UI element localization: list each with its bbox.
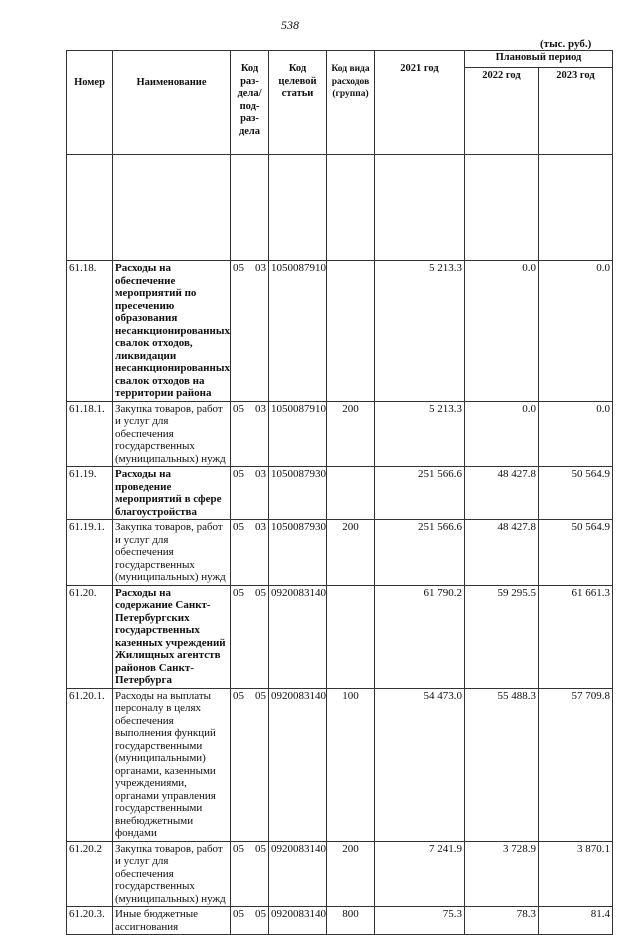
units-label: (тыс. руб.) bbox=[540, 38, 592, 50]
row-expense-type bbox=[327, 585, 375, 688]
row-expense-type: 200 bbox=[327, 520, 375, 586]
row-2022: 59 295.5 bbox=[465, 585, 539, 688]
row-section bbox=[231, 520, 269, 586]
row-target: 0920083140 bbox=[269, 688, 327, 841]
row-number: 61.18.1. bbox=[67, 401, 113, 467]
row-razdel: 05 bbox=[233, 262, 244, 274]
row-section bbox=[231, 907, 269, 935]
row-podrazdel: 03 bbox=[255, 468, 266, 480]
spacer-row bbox=[67, 155, 613, 261]
row-razdel: 05 bbox=[233, 908, 244, 920]
row-name: Закупка товаров, работ и услуг для обеспечения государственных (муниципальных) нужд bbox=[113, 520, 231, 586]
row-number: 61.19.1. bbox=[67, 520, 113, 586]
row-name: Расходы на выплаты персоналу в целях обеспечения выполнения функций государственными (муниципальными) органами, казенными учреждениями, органами управления государственными внебюджетными фондами bbox=[113, 688, 231, 841]
row-2021: 75.3 bbox=[375, 907, 465, 935]
row-2022: 78.3 bbox=[465, 907, 539, 935]
header-expense-type: Код вида расходов (группа) bbox=[327, 51, 375, 155]
row-expense-type: 200 bbox=[327, 401, 375, 467]
row-podrazdel: 05 bbox=[255, 842, 266, 855]
budget-table bbox=[66, 50, 613, 935]
header-2023: 2023 год bbox=[539, 68, 613, 155]
row-section bbox=[231, 688, 269, 841]
row-2022: 48 427.8 bbox=[465, 520, 539, 586]
header-2021: 2021 год bbox=[375, 51, 465, 155]
row-podrazdel: 05 bbox=[255, 689, 266, 702]
row-razdel: 05 bbox=[233, 402, 244, 415]
table-row bbox=[67, 467, 613, 520]
row-target: 1050087930 bbox=[269, 520, 327, 586]
row-podrazdel: 03 bbox=[255, 521, 266, 533]
row-section bbox=[231, 401, 269, 467]
table-row bbox=[67, 585, 613, 688]
row-target: 0920083140 bbox=[269, 841, 327, 907]
header-planned-period: Плановый период bbox=[465, 51, 613, 68]
row-razdel: 05 bbox=[233, 842, 244, 855]
row-2022: 0.0 bbox=[465, 261, 539, 402]
row-podrazdel: 03 bbox=[255, 402, 266, 415]
row-podrazdel: 05 bbox=[255, 908, 266, 920]
header-section: Код раз-дела/ под-раз-дела bbox=[231, 51, 269, 155]
table-row bbox=[67, 907, 613, 935]
header-name: Наименование bbox=[113, 51, 231, 155]
row-section bbox=[231, 261, 269, 402]
row-2023: 81.4 bbox=[539, 907, 613, 935]
row-name: Иные бюджетные ассигнования bbox=[113, 907, 231, 935]
row-expense-type: 200 bbox=[327, 841, 375, 907]
row-razdel: 05 bbox=[233, 689, 244, 702]
row-2023: 0.0 bbox=[539, 401, 613, 467]
row-name: Закупка товаров, работ и услуг для обеспечения государственных (муниципальных) нужд bbox=[113, 401, 231, 467]
table-row bbox=[67, 520, 613, 586]
row-2022: 3 728.9 bbox=[465, 841, 539, 907]
row-number: 61.20.1. bbox=[67, 688, 113, 841]
row-razdel: 05 bbox=[233, 521, 244, 533]
row-target: 0920083140 bbox=[269, 585, 327, 688]
row-target: 1050087930 bbox=[269, 467, 327, 520]
row-2023: 50 564.9 bbox=[539, 520, 613, 586]
row-podrazdel: 03 bbox=[255, 262, 266, 274]
table-row bbox=[67, 261, 613, 402]
row-2023: 50 564.9 bbox=[539, 467, 613, 520]
row-2021: 251 566.6 bbox=[375, 520, 465, 586]
row-2021: 251 566.6 bbox=[375, 467, 465, 520]
row-razdel: 05 bbox=[233, 468, 244, 480]
row-2023: 0.0 bbox=[539, 261, 613, 402]
row-razdel: 05 bbox=[233, 586, 244, 599]
row-2021: 5 213.3 bbox=[375, 401, 465, 467]
row-name: Расходы на обеспечение мероприятий по пресечению образования несанкционированных свалок отходов, ликвидации несанкционированных свалок отходов на территории района bbox=[113, 261, 231, 402]
row-2023: 61 661.3 bbox=[539, 585, 613, 688]
row-name: Закупка товаров, работ и услуг для обеспечения государственных (муниципальных) нужд bbox=[113, 841, 231, 907]
table-row bbox=[67, 841, 613, 907]
row-target: 1050087910 bbox=[269, 261, 327, 402]
row-target: 1050087910 bbox=[269, 401, 327, 467]
row-section bbox=[231, 467, 269, 520]
row-name: Расходы на содержание Санкт-Петербургских государственных казенных учреждений Жилищных агентств районов Санкт-Петербурга bbox=[113, 585, 231, 688]
header-2022: 2022 год bbox=[465, 68, 539, 155]
header-number: Номер bbox=[67, 51, 113, 155]
row-2023: 3 870.1 bbox=[539, 841, 613, 907]
table-row bbox=[67, 401, 613, 467]
row-expense-type: 100 bbox=[327, 688, 375, 841]
row-2022: 55 488.3 bbox=[465, 688, 539, 841]
row-2023: 57 709.8 bbox=[539, 688, 613, 841]
row-2021: 61 790.2 bbox=[375, 585, 465, 688]
row-name: Расходы на проведение мероприятий в сфере благоустройства bbox=[113, 467, 231, 520]
row-2021: 54 473.0 bbox=[375, 688, 465, 841]
row-section bbox=[231, 841, 269, 907]
header-target: Код целевой статьи bbox=[269, 51, 327, 155]
row-2022: 48 427.8 bbox=[465, 467, 539, 520]
rows-body bbox=[67, 261, 613, 935]
table-row bbox=[67, 688, 613, 841]
row-podrazdel: 05 bbox=[255, 586, 266, 599]
row-section bbox=[231, 585, 269, 688]
row-number: 61.19. bbox=[67, 467, 113, 520]
row-number: 61.20.3. bbox=[67, 907, 113, 935]
row-2021: 5 213.3 bbox=[375, 261, 465, 402]
row-target: 0920083140 bbox=[269, 907, 327, 935]
row-expense-type bbox=[327, 261, 375, 402]
row-expense-type bbox=[327, 467, 375, 520]
page-number: 538 bbox=[281, 18, 299, 32]
row-expense-type: 800 bbox=[327, 907, 375, 935]
row-2022: 0.0 bbox=[465, 401, 539, 467]
row-number: 61.18. bbox=[67, 261, 113, 402]
row-number: 61.20. bbox=[67, 585, 113, 688]
row-number: 61.20.2 bbox=[67, 841, 113, 907]
row-2021: 7 241.9 bbox=[375, 841, 465, 907]
